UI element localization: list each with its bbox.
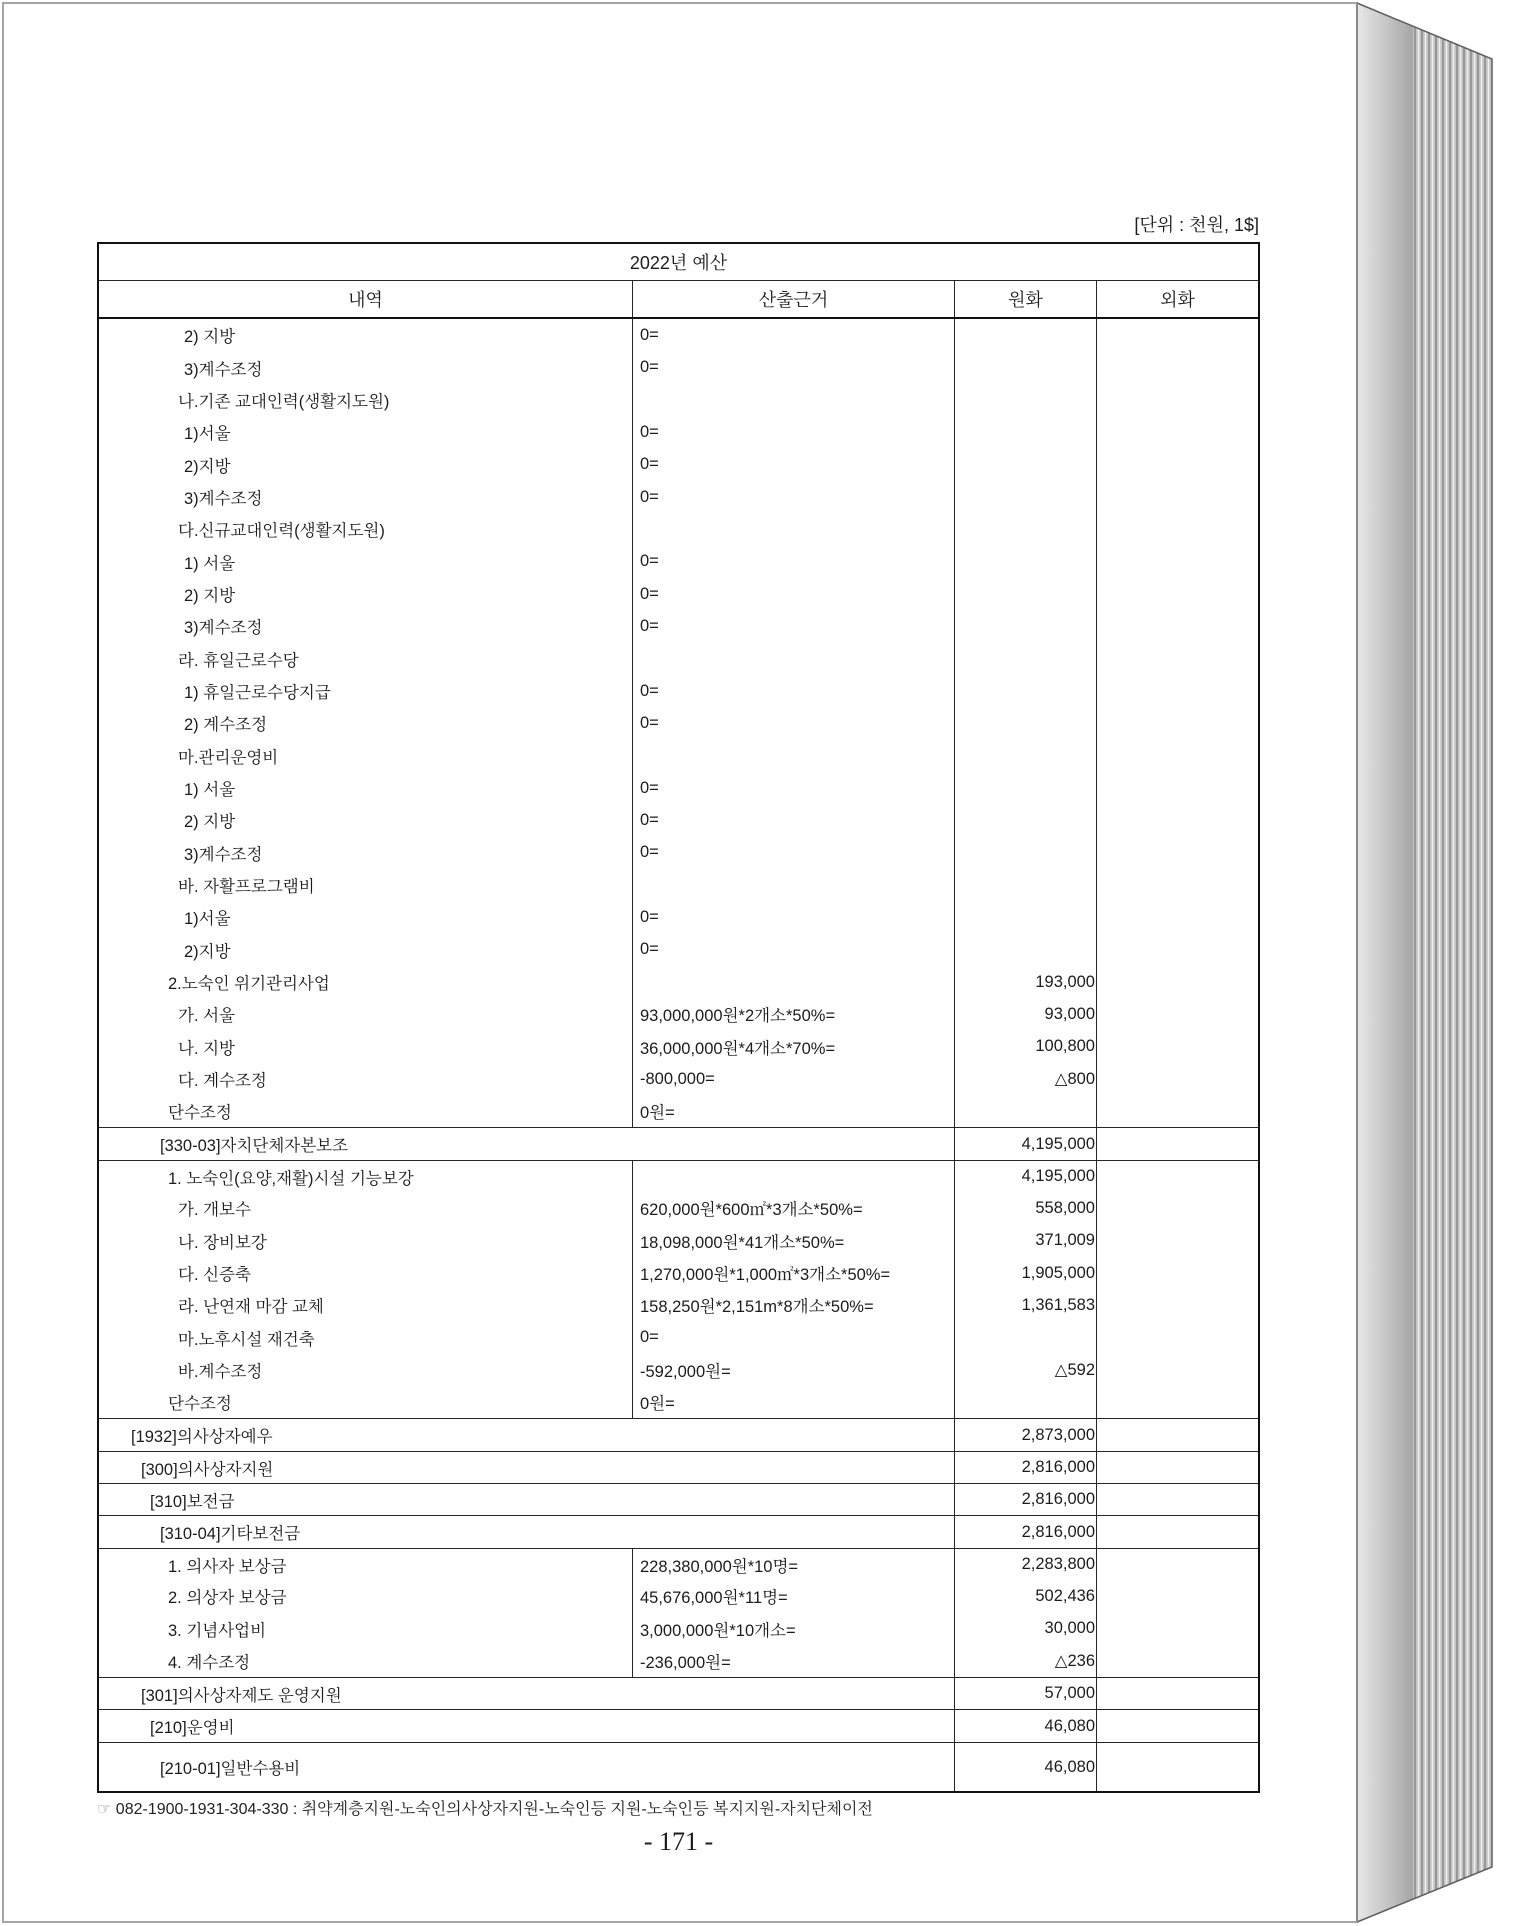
basis-cell: 1,270,000원*1,000㎡*3개소*50%= (633, 1257, 955, 1289)
item-cell: 바. 자활프로그램비 (99, 869, 633, 901)
krw-amount-cell (955, 545, 1097, 578)
krw-amount-cell (955, 739, 1097, 772)
krw-amount-cell (955, 416, 1097, 448)
basis-cell: 3,000,000원*10개소= (633, 1612, 955, 1645)
item-cell: 다. 계수조정 (99, 1063, 633, 1095)
foreign-amount-cell (1097, 1063, 1258, 1095)
item-cell: 3. 기념사업비 (99, 1612, 633, 1645)
krw-amount-cell: 2,283,800 (955, 1549, 1097, 1580)
item-cell: 3)계수조정 (99, 610, 633, 642)
pointing-hand-icon: ☞ (97, 1799, 112, 1818)
foreign-amount-cell (1097, 1645, 1258, 1677)
item-cell: [1932]의사상자예우 (99, 1419, 955, 1451)
item-cell: 가. 서울 (99, 998, 633, 1030)
basis-cell: 620,000원*600㎡*3개소*50%= (633, 1192, 955, 1224)
basis-cell: 0= (633, 319, 955, 351)
item-cell: [210-01]일반수용비 (99, 1743, 955, 1791)
table-row (99, 707, 1258, 739)
item-cell: 1)서울 (99, 901, 633, 933)
item-cell: 1. 의사자 보상금 (99, 1549, 633, 1580)
basis-cell: 0= (633, 1321, 955, 1354)
krw-amount-cell (955, 772, 1097, 804)
column-header-foreign: 외화 (1160, 290, 1195, 310)
basis-cell: 0= (633, 675, 955, 707)
foreign-amount-cell (1097, 1128, 1258, 1160)
item-cell: 가. 개보수 (99, 1192, 633, 1224)
basis-cell: 0= (633, 933, 955, 966)
foreign-amount-cell (1097, 869, 1258, 901)
krw-amount-cell (955, 319, 1097, 351)
item-cell: 단수조정 (99, 1386, 633, 1418)
foreign-amount-cell (1097, 1710, 1258, 1742)
item-cell: 2)지방 (99, 448, 633, 481)
item-cell: 2)지방 (99, 933, 633, 966)
column-header-basis: 산출근거 (633, 281, 955, 317)
krw-amount-cell: 46,080 (955, 1710, 1097, 1742)
basis-cell: -800,000= (633, 1063, 955, 1095)
krw-amount-cell (955, 1095, 1097, 1127)
foreign-amount-cell (1097, 578, 1258, 610)
footnote-text: 082-1900-1931-304-330 : 취약계층지원-노숙인의사상자지원-노숙인등 지원-노숙인등 복지지원-자치단체이전 (115, 1801, 873, 1818)
foreign-amount-cell (1097, 739, 1258, 772)
krw-amount-cell (955, 869, 1097, 901)
foreign-amount-cell (1097, 1095, 1258, 1127)
krw-amount-cell: 193,000 (955, 966, 1097, 998)
table-row (99, 1645, 1258, 1677)
item-cell: 마.노후시설 재건축 (99, 1321, 633, 1354)
table-row (99, 1321, 1258, 1354)
table-row (99, 610, 1258, 642)
table-row (99, 901, 1258, 933)
foreign-amount-cell (1097, 675, 1258, 707)
item-cell: [310-04]기타보전금 (99, 1516, 955, 1548)
table-row (99, 836, 1258, 869)
table-row (99, 1386, 1258, 1418)
table-row (99, 1224, 1258, 1257)
krw-amount-cell (955, 448, 1097, 481)
section-row (99, 1709, 1258, 1742)
basis-cell: 0= (633, 707, 955, 739)
foreign-amount-cell (1097, 513, 1258, 545)
basis-cell: 45,676,000원*11명= (633, 1580, 955, 1612)
column-header-row (99, 281, 1258, 319)
table-row (99, 384, 1258, 416)
item-cell: 2) 지방 (99, 578, 633, 610)
table-row (99, 578, 1258, 610)
basis-cell (633, 966, 955, 998)
table-row (99, 933, 1258, 966)
item-cell: [210]운영비 (99, 1710, 955, 1742)
foreign-amount-cell (1097, 351, 1258, 384)
foreign-amount-cell (1097, 1386, 1258, 1418)
item-cell: 라. 난연재 마감 교체 (99, 1289, 633, 1321)
foreign-amount-cell (1097, 319, 1258, 351)
section-row (99, 1418, 1258, 1451)
table-row (99, 1612, 1258, 1645)
krw-amount-cell (955, 1321, 1097, 1354)
krw-amount-cell: 558,000 (955, 1192, 1097, 1224)
basis-cell: 0= (633, 772, 955, 804)
page-stack-band (1357, 3, 1413, 1922)
foreign-amount-cell (1097, 1678, 1258, 1709)
item-cell: 1) 휴일근로수당지급 (99, 675, 633, 707)
basis-cell: 0= (633, 578, 955, 610)
krw-amount-cell (955, 836, 1097, 869)
foreign-amount-cell (1097, 1030, 1258, 1063)
basis-cell: 0= (633, 610, 955, 642)
item-cell: [330-03]자치단체자본보조 (99, 1128, 955, 1160)
item-cell: 단수조정 (99, 1095, 633, 1127)
table-row (99, 1354, 1258, 1386)
section-row (99, 1451, 1258, 1483)
foreign-amount-cell (1097, 1321, 1258, 1354)
krw-amount-cell: △592 (955, 1354, 1097, 1386)
basis-cell: 0= (633, 901, 955, 933)
krw-amount-cell: 1,361,583 (955, 1289, 1097, 1321)
krw-amount-cell: 1,905,000 (955, 1257, 1097, 1289)
basis-cell: 36,000,000원*4개소*70%= (633, 1030, 955, 1063)
basis-cell: 0= (633, 416, 955, 448)
table-row (99, 1063, 1258, 1095)
basis-cell: 0= (633, 836, 955, 869)
foreign-amount-cell (1097, 1192, 1258, 1224)
foreign-amount-cell (1097, 998, 1258, 1030)
krw-amount-cell: 4,195,000 (955, 1161, 1097, 1192)
krw-amount-cell (955, 804, 1097, 836)
item-cell: 다. 신증축 (99, 1257, 633, 1289)
table-row (99, 1548, 1258, 1580)
basis-cell: 0= (633, 481, 955, 513)
krw-amount-cell (955, 610, 1097, 642)
item-cell: 1) 서울 (99, 545, 633, 578)
page-number: - 171 - (643, 1827, 714, 1856)
foreign-amount-cell (1097, 933, 1258, 966)
table-row (99, 675, 1258, 707)
item-cell: 1. 노숙인(요양,재활)시설 기능보강 (99, 1161, 633, 1192)
item-cell: 3)계수조정 (99, 481, 633, 513)
budget-table (97, 242, 1260, 1793)
basis-cell: 0원= (633, 1386, 955, 1418)
item-cell: 4. 계수조정 (99, 1645, 633, 1677)
foreign-amount-cell (1097, 1516, 1258, 1548)
item-cell: 라. 휴일근로수당 (99, 642, 633, 675)
krw-amount-cell: 2,873,000 (955, 1419, 1097, 1451)
foreign-amount-cell (1097, 384, 1258, 416)
table-row (99, 772, 1258, 804)
basis-cell: 93,000,000원*2개소*50%= (633, 998, 955, 1030)
table-row (99, 804, 1258, 836)
table-row (99, 1030, 1258, 1063)
krw-amount-cell (955, 642, 1097, 675)
foreign-amount-cell (1097, 1580, 1258, 1612)
item-cell: 나. 지방 (99, 1030, 633, 1063)
table-row (99, 1580, 1258, 1612)
item-cell: [300]의사상자지원 (99, 1452, 955, 1483)
table-row (99, 1289, 1258, 1321)
table-row (99, 513, 1258, 545)
krw-amount-cell (955, 578, 1097, 610)
krw-amount-cell: 2,816,000 (955, 1484, 1097, 1515)
item-cell: 2.노숙인 위기관리사업 (99, 966, 633, 998)
krw-amount-cell (955, 675, 1097, 707)
table-row (99, 545, 1258, 578)
basis-cell: 18,098,000원*41개소*50%= (633, 1224, 955, 1257)
basis-cell: 0원= (633, 1095, 955, 1127)
krw-amount-cell (955, 933, 1097, 966)
column-header-krw: 원화 (955, 281, 1097, 317)
table-row (99, 998, 1258, 1030)
item-cell: 3)계수조정 (99, 836, 633, 869)
krw-amount-cell (955, 1386, 1097, 1418)
section-row (99, 1127, 1258, 1160)
krw-amount-cell: 502,436 (955, 1580, 1097, 1612)
section-row (99, 1742, 1258, 1791)
item-cell: 2) 계수조정 (99, 707, 633, 739)
table-row (99, 319, 1258, 351)
footnote (97, 1798, 873, 1821)
basis-cell: -236,000원= (633, 1645, 955, 1677)
foreign-amount-cell (1097, 966, 1258, 998)
section-row (99, 1483, 1258, 1515)
item-cell: 나.기존 교대인력(생활지도원) (99, 384, 633, 416)
basis-cell (633, 869, 955, 901)
krw-amount-cell (955, 351, 1097, 384)
krw-amount-cell: 57,000 (955, 1678, 1097, 1709)
krw-amount-cell: 2,816,000 (955, 1452, 1097, 1483)
basis-cell (633, 642, 955, 675)
foreign-amount-cell (1097, 1161, 1258, 1192)
item-cell: [301]의사상자제도 운영지원 (99, 1678, 955, 1709)
foreign-amount-cell (1097, 707, 1258, 739)
krw-amount-cell (955, 901, 1097, 933)
foreign-amount-cell (1097, 481, 1258, 513)
item-cell: 바.계수조정 (99, 1354, 633, 1386)
basis-cell (633, 1161, 955, 1192)
foreign-amount-cell (1097, 901, 1258, 933)
foreign-amount-cell (1097, 1549, 1258, 1580)
foreign-amount-cell (1097, 836, 1258, 869)
section-row (99, 1515, 1258, 1548)
foreign-amount-cell (1097, 1354, 1258, 1386)
table-row (99, 966, 1258, 998)
basis-cell: 0= (633, 351, 955, 384)
foreign-amount-cell (1097, 1484, 1258, 1515)
basis-cell: 0= (633, 448, 955, 481)
foreign-amount-cell (1097, 1612, 1258, 1645)
foreign-amount-cell (1097, 642, 1258, 675)
krw-amount-cell (955, 481, 1097, 513)
table-row (99, 351, 1258, 384)
foreign-amount-cell (1097, 416, 1258, 448)
basis-cell: 0= (633, 545, 955, 578)
item-cell: 나. 장비보강 (99, 1224, 633, 1257)
foreign-amount-cell (1097, 1289, 1258, 1321)
table-row (99, 1257, 1258, 1289)
item-cell: 2) 지방 (99, 804, 633, 836)
krw-amount-cell: △800 (955, 1063, 1097, 1095)
foreign-amount-cell (1097, 545, 1258, 578)
basis-cell: 228,380,000원*10명= (633, 1549, 955, 1580)
foreign-amount-cell (1097, 772, 1258, 804)
item-cell: [310]보전금 (99, 1484, 955, 1515)
table-row (99, 869, 1258, 901)
krw-amount-cell: △236 (955, 1645, 1097, 1677)
krw-amount-cell (955, 384, 1097, 416)
foreign-amount-cell (1097, 1743, 1258, 1791)
table-row (99, 416, 1258, 448)
table-row (99, 1192, 1258, 1224)
krw-amount-cell (955, 513, 1097, 545)
item-cell: 2) 지방 (99, 319, 633, 351)
foreign-amount-cell (1097, 610, 1258, 642)
krw-amount-cell: 371,009 (955, 1224, 1097, 1257)
basis-cell (633, 739, 955, 772)
item-cell: 3)계수조정 (99, 351, 633, 384)
table-title-row (99, 244, 1258, 281)
basis-cell (633, 384, 955, 416)
column-header-item: 내역 (99, 281, 633, 317)
table-title: 2022년 예산 (629, 253, 728, 273)
foreign-amount-cell (1097, 1452, 1258, 1483)
basis-cell: 0= (633, 804, 955, 836)
table-row (99, 642, 1258, 675)
item-cell: 2. 의상자 보상금 (99, 1580, 633, 1612)
krw-amount-cell: 46,080 (955, 1743, 1097, 1791)
foreign-amount-cell (1097, 448, 1258, 481)
table-row (99, 448, 1258, 481)
krw-amount-cell: 2,816,000 (955, 1516, 1097, 1548)
krw-amount-cell: 30,000 (955, 1612, 1097, 1645)
item-cell: 다.신규교대인력(생활지도원) (99, 513, 633, 545)
foreign-amount-cell (1097, 1224, 1258, 1257)
krw-amount-cell: 93,000 (955, 998, 1097, 1030)
basis-cell: -592,000원= (633, 1354, 955, 1386)
basis-cell (633, 513, 955, 545)
table-row (99, 739, 1258, 772)
item-cell: 마.관리운영비 (99, 739, 633, 772)
krw-amount-cell (955, 707, 1097, 739)
table-row (99, 1095, 1258, 1127)
foreign-amount-cell (1097, 1419, 1258, 1451)
item-cell: 1)서울 (99, 416, 633, 448)
krw-amount-cell: 4,195,000 (955, 1128, 1097, 1160)
table-row (99, 1160, 1258, 1192)
page-stack-edge (1355, 0, 1495, 1926)
section-row (99, 1677, 1258, 1709)
krw-amount-cell: 100,800 (955, 1030, 1097, 1063)
foreign-amount-cell (1097, 804, 1258, 836)
item-cell: 1) 서울 (99, 772, 633, 804)
unit-note: [단위 : 천원, 1$] (1134, 215, 1259, 235)
foreign-amount-cell (1097, 1257, 1258, 1289)
basis-cell: 158,250원*2,151m*8개소*50%= (633, 1289, 955, 1321)
table-row (99, 481, 1258, 513)
